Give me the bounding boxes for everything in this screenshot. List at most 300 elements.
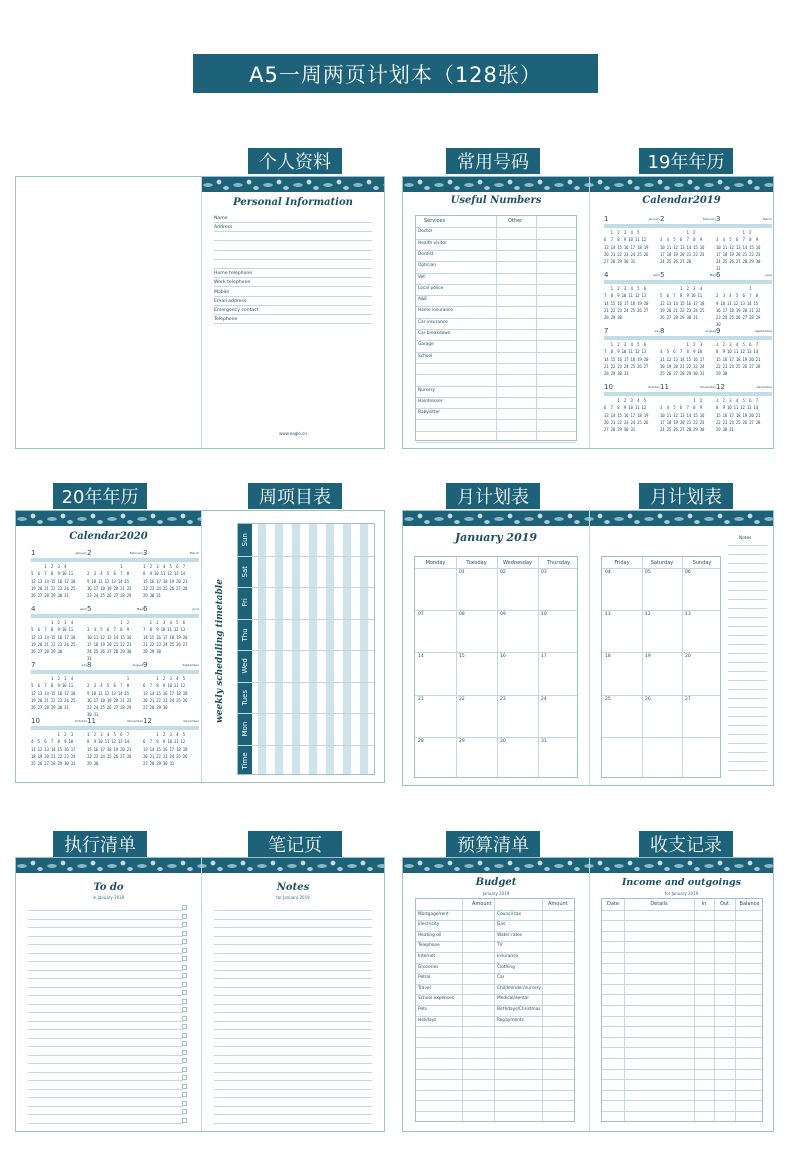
number-row-label: A&E — [418, 297, 428, 303]
budget-rule — [416, 1100, 574, 1101]
week-day-label: Sat — [241, 565, 249, 577]
number-row-label: Vet — [418, 274, 425, 280]
month-left-page — [403, 511, 589, 785]
month-col-rule — [682, 557, 683, 777]
number-row-label: Car breakdown — [418, 331, 451, 336]
notes-rule — [728, 554, 767, 555]
week-day-label: Sun — [241, 533, 249, 547]
todo-rule — [28, 1072, 183, 1073]
budget-item: Council tax — [497, 911, 522, 917]
notes-sub: for January 2019 — [276, 895, 310, 900]
month-number: 5 — [87, 605, 92, 613]
notes-rule — [214, 970, 372, 971]
month-days: 1 2 3 4 5 6 7 8 9 10 11 12 13 14 15 16 17 18 19 20 21 22 23 24 25 26 27 28 29 30 31 — [143, 564, 188, 599]
todo-rule — [28, 1038, 183, 1039]
month-name: May — [709, 273, 716, 277]
numbers-page — [403, 177, 589, 448]
budget-rule — [416, 952, 574, 953]
month-days: 1 2 3 4 5 6 7 8 9 10 11 12 13 14 15 16 17 18 19 20 21 22 23 24 25 26 27 28 29 30 31 — [660, 342, 705, 377]
number-row-label: Doctor — [418, 229, 433, 235]
weekday-header: Wednesday — [503, 560, 532, 566]
day-number: 21 — [418, 696, 424, 702]
month-name: January — [75, 551, 87, 555]
notes-rule — [728, 770, 767, 771]
budget-item: Travel — [418, 985, 431, 991]
income-rule — [602, 973, 762, 974]
todo-checkbox — [182, 905, 187, 910]
budget-item: Gas — [497, 922, 506, 928]
income-col-rule — [714, 899, 715, 1121]
day-number: 13 — [685, 612, 691, 618]
month-name: November — [127, 719, 143, 723]
week-stripe — [275, 524, 283, 774]
month-row-rule — [602, 737, 720, 738]
todo-checkbox — [182, 914, 187, 919]
income-col-header: In — [701, 901, 707, 907]
day-number: 17 — [541, 654, 547, 660]
notes-rule — [214, 953, 372, 954]
day-number: 29 — [459, 738, 465, 744]
day-number: 16 — [500, 654, 506, 660]
week-heading: weekly scheduling timetable — [215, 579, 225, 723]
budget-rule — [416, 1037, 574, 1038]
budget-rule — [416, 1005, 574, 1006]
week-rule — [238, 587, 374, 588]
month-name: December — [183, 719, 199, 723]
todo-rule — [28, 1106, 183, 1107]
week-stripe — [258, 524, 266, 774]
month-days: 1 2 3 4 5 6 7 8 9 10 11 12 13 14 15 16 17 18 19 20 21 22 23 24 25 26 27 28 29 30 31 — [604, 398, 649, 433]
table-col-rule — [496, 216, 497, 440]
todo-rule — [28, 1012, 183, 1013]
month-row-rule — [415, 610, 577, 611]
month-number: 4 — [604, 271, 609, 279]
notes-rule — [728, 545, 767, 546]
budget-item: Insurance — [497, 954, 519, 959]
month-name: August — [705, 329, 716, 333]
month-block — [143, 661, 199, 717]
month-days: 1 2 3 4 5 6 7 8 9 10 11 12 13 14 15 16 17 18 19 20 21 22 23 24 25 26 27 28 29 30 31 — [87, 676, 132, 718]
month-number: 7 — [31, 661, 36, 669]
budget-rule — [416, 910, 574, 911]
budget-col-rule — [494, 899, 495, 1121]
notes-rule — [728, 707, 767, 708]
personal-page — [202, 177, 384, 448]
personal-field: Emergency contact — [214, 306, 372, 315]
month-days: 1 2 3 4 5 6 7 8 9 10 11 12 13 14 15 16 17 18 19 20 21 22 23 24 25 26 27 28 29 30 31 — [31, 732, 76, 767]
todo-checkbox — [182, 990, 187, 995]
todo-checkbox — [182, 1050, 187, 1055]
day-number: 04 — [605, 570, 611, 575]
todo-checkbox — [182, 1109, 187, 1114]
notes-rule — [214, 1038, 372, 1039]
income-rule — [602, 1026, 762, 1027]
todo-rule — [28, 953, 183, 954]
budget-col-rule — [462, 899, 463, 1121]
income-rule — [602, 1016, 762, 1017]
notes-rule — [214, 1055, 372, 1056]
income-table — [601, 898, 763, 1122]
income-rule — [602, 1037, 762, 1038]
todo-checkbox — [182, 1016, 187, 1021]
month-days: 1 2 3 4 5 6 7 8 9 10 11 12 13 14 15 16 17 18 19 20 21 22 23 24 25 26 27 28 29 30 — [143, 620, 188, 655]
income-col-header: Details — [650, 901, 668, 907]
todo-rule — [28, 1114, 183, 1115]
spread-personal — [15, 176, 385, 449]
personal-field — [214, 251, 372, 260]
income-rule — [602, 1047, 762, 1048]
number-row-label: Local police — [418, 285, 444, 291]
budget-item: Holidays — [418, 1017, 437, 1023]
month-days: 1 2 3 4 5 6 7 8 9 10 11 12 13 14 15 16 17 18 19 20 21 22 23 24 25 26 27 28 29 30 31 — [716, 398, 761, 433]
month-block — [716, 215, 772, 271]
cal2019-heading: Calendar2019 — [642, 195, 721, 206]
cal2019-page — [590, 177, 773, 448]
month-name: June — [192, 607, 199, 611]
month-name: September — [182, 663, 199, 667]
income-col-rule — [735, 899, 736, 1121]
budget-rule — [416, 1058, 574, 1059]
month-right-page — [590, 511, 773, 785]
personal-field: Telephone — [214, 315, 372, 324]
day-number: 28 — [418, 738, 424, 744]
week-stripe — [343, 524, 351, 774]
day-number: 24 — [541, 696, 547, 702]
month-header-rule — [415, 568, 577, 569]
month-name: October — [647, 385, 660, 389]
month-days: 1 2 3 4 5 6 7 8 9 10 11 12 13 14 15 16 17 18 19 20 21 22 23 24 25 26 27 28 29 30 31 — [716, 230, 761, 272]
notes-rule — [214, 1089, 372, 1090]
month-days: 1 2 3 4 5 6 7 8 9 10 11 12 13 14 15 16 17 18 19 20 21 22 23 24 25 26 27 28 29 30 — [716, 342, 761, 377]
weekday-strip — [604, 392, 660, 396]
number-row-label: Optician — [418, 263, 436, 269]
notes-rule — [214, 936, 372, 937]
todo-checkbox — [182, 931, 187, 936]
week-day-label: Mon — [241, 721, 249, 737]
todo-checkbox — [182, 1092, 187, 1097]
weekday-header: Tuesday — [466, 560, 487, 566]
number-row-label: Babysitter — [418, 410, 441, 416]
month-block — [716, 271, 772, 327]
budget-item: Telephone — [418, 943, 440, 949]
month-number: 1 — [604, 215, 609, 223]
todo-checkbox — [182, 1075, 187, 1080]
weekday-strip — [604, 224, 660, 228]
budget-table — [415, 898, 575, 1122]
month-name: December — [756, 385, 772, 389]
budget-item: Pets — [418, 1007, 428, 1012]
number-row-label: Health visitor — [418, 240, 447, 246]
blank-page — [16, 177, 201, 448]
day-number: 25 — [605, 696, 611, 702]
leaf-banner — [202, 177, 384, 192]
todo-checkbox — [182, 973, 187, 978]
todo-rule — [28, 1029, 183, 1030]
cal2020-heading: Calendar2020 — [69, 531, 148, 542]
month-block — [660, 271, 716, 327]
spread-numbers — [402, 176, 774, 449]
budget-rule — [416, 973, 574, 974]
income-heading: Income and outgoings — [621, 877, 741, 888]
weekday-strip — [87, 726, 143, 730]
month-block — [87, 549, 143, 605]
month-block — [143, 605, 199, 661]
personal-field — [214, 242, 372, 251]
month-block — [31, 549, 87, 605]
income-rule — [602, 910, 762, 911]
income-rule — [602, 1100, 762, 1101]
notes-rule — [214, 1080, 372, 1081]
notes-rule — [728, 581, 767, 582]
month-days: 1 2 3 4 5 6 7 8 9 10 11 12 13 14 15 16 17 18 19 20 21 22 23 24 25 26 27 28 29 30 31 — [143, 732, 188, 767]
income-sub: for January 2019 — [664, 891, 699, 896]
todo-rule — [28, 995, 183, 996]
income-col-rule — [694, 899, 695, 1121]
notes-rule — [728, 671, 767, 672]
day-number: 15 — [459, 654, 465, 660]
month-name: July — [81, 663, 87, 667]
budget-item: Electricity — [418, 922, 440, 928]
todo-checkbox — [182, 1067, 187, 1072]
budget-item: Petrol — [418, 975, 431, 981]
weekday-strip — [716, 280, 772, 284]
month-number: 9 — [143, 661, 148, 669]
weekday-header: Thursday — [546, 560, 571, 566]
week-day-label: Wed — [241, 658, 249, 674]
month-name: July — [654, 329, 660, 333]
label-cal2020: 20年年历 — [53, 483, 147, 509]
budget-amount1: Amount — [472, 901, 492, 907]
income-rule — [602, 1058, 762, 1059]
weekday-header: Saturday — [650, 560, 674, 566]
week-day-label: Fri — [241, 598, 249, 607]
month-block — [31, 717, 87, 773]
month-days: 1 2 3 4 5 6 7 8 9 10 11 12 13 14 15 16 17 18 19 20 21 22 23 24 25 26 27 28 29 30 31 — [31, 676, 76, 711]
notes-rule — [214, 1063, 372, 1064]
month-days: 1 2 3 4 5 6 7 8 9 10 11 12 13 14 15 16 17 18 19 20 21 22 23 24 25 26 27 28 29 30 — [143, 676, 188, 711]
todo-rule — [28, 1089, 183, 1090]
month-col-rule — [538, 557, 539, 777]
notes-rule — [728, 698, 767, 699]
week-day-label: Thu — [241, 627, 249, 641]
budget-rule — [416, 1069, 574, 1070]
table-rule — [416, 442, 576, 443]
notes-rule — [728, 563, 767, 564]
income-rule — [602, 1005, 762, 1006]
weekday-strip — [660, 392, 716, 396]
month-name: February — [129, 551, 143, 555]
month-number: 2 — [660, 215, 665, 223]
numbers-heading: Useful Numbers — [450, 195, 542, 206]
weekday-strip — [143, 670, 199, 674]
spread-cal2020 — [15, 510, 385, 783]
todo-checkbox — [182, 999, 187, 1004]
todo-rule — [28, 1004, 183, 1005]
notes-rule — [214, 1046, 372, 1047]
personal-field: Work telephone — [214, 278, 372, 287]
number-row-label: Nursery — [418, 387, 435, 393]
footer-url: www.eagle.cn — [279, 431, 307, 436]
month-name: May — [136, 607, 143, 611]
month-number: 8 — [660, 327, 665, 335]
month-number: 4 — [31, 605, 36, 613]
notes-rule — [214, 1123, 372, 1124]
todo-checkbox — [182, 1084, 187, 1089]
todo-rule — [28, 1063, 183, 1064]
todo-checkbox — [182, 982, 187, 987]
month-number: 9 — [716, 327, 721, 335]
day-number: 10 — [541, 612, 547, 618]
todo-rule — [28, 1046, 183, 1047]
weekday-strip — [87, 614, 143, 618]
numbers-table — [415, 215, 577, 441]
notes-rule — [728, 734, 767, 735]
weekday-strip — [716, 392, 772, 396]
day-number: 07 — [418, 612, 424, 618]
notes-rule — [214, 995, 372, 996]
month-block — [31, 661, 87, 717]
income-rule — [602, 984, 762, 985]
weekday-strip — [143, 558, 199, 562]
month-number: 12 — [716, 383, 725, 391]
budget-item: School expenses — [418, 996, 454, 1002]
month-number: 1 — [31, 549, 36, 557]
personal-field — [214, 232, 372, 241]
todo-checkbox — [182, 948, 187, 953]
budget-item: Water rates — [497, 932, 523, 938]
todo-checkbox — [182, 1101, 187, 1106]
month-number: 11 — [660, 383, 669, 391]
notes-rule — [214, 1012, 372, 1013]
day-number: 22 — [459, 696, 465, 702]
month-block — [604, 271, 660, 327]
todo-checkbox — [182, 1118, 187, 1123]
todo-page — [16, 858, 201, 1131]
month-block — [87, 661, 143, 717]
budget-rule — [416, 1047, 574, 1048]
notes-rule — [214, 919, 372, 920]
month-name: February — [702, 217, 716, 221]
col-services: Services — [424, 218, 446, 224]
notes-rule — [214, 927, 372, 928]
day-number: 20 — [685, 654, 691, 660]
todo-checkbox — [182, 1007, 187, 1012]
month-number: 6 — [143, 605, 148, 613]
page-title: A5一周两页计划本（128张） — [193, 54, 598, 93]
income-col-rule — [624, 899, 625, 1121]
notes-rule — [214, 961, 372, 962]
weekday-header: Friday — [614, 560, 630, 566]
month-block — [31, 605, 87, 661]
income-rule — [602, 963, 762, 964]
notes-rule — [728, 716, 767, 717]
notes-rule — [214, 1106, 372, 1107]
spread-month — [402, 510, 774, 786]
todo-rule — [28, 1021, 183, 1022]
personal-field — [214, 260, 372, 269]
week-rule — [238, 745, 374, 746]
month-block — [87, 717, 143, 773]
notes-page — [202, 858, 384, 1131]
notes-rule — [728, 680, 767, 681]
month-row-rule — [602, 695, 720, 696]
personal-heading: Personal Information — [233, 197, 353, 208]
income-rule — [602, 931, 762, 932]
notes-rule — [728, 608, 767, 609]
notes-heading: Notes — [276, 882, 310, 893]
weekday-strip — [143, 726, 199, 730]
budget-amount2: Amount — [548, 901, 568, 907]
notes-rule — [728, 689, 767, 690]
month-number: 12 — [143, 717, 152, 725]
week-rule — [238, 619, 374, 620]
todo-checkbox — [182, 965, 187, 970]
weekday-strip — [31, 670, 87, 674]
notes-rule — [728, 662, 767, 663]
number-row-label: Dentist — [418, 251, 434, 257]
month-name: October — [74, 719, 87, 723]
personal-field: Home telephone — [214, 269, 372, 278]
notes-rule — [728, 572, 767, 573]
budget-item: Repayments — [497, 1017, 524, 1023]
weekday-strip — [716, 336, 772, 340]
cal2020-page — [16, 511, 201, 782]
month-col-rule — [456, 557, 457, 777]
todo-rule — [28, 910, 183, 911]
budget-rule — [416, 931, 574, 932]
todo-checkbox — [182, 922, 187, 927]
month-number: 2 — [87, 549, 92, 557]
notes-rule — [728, 653, 767, 654]
month-days: 1 2 3 4 5 6 7 8 9 10 11 12 13 14 15 16 17 18 19 20 21 22 23 24 25 26 27 28 29 30 31 — [604, 342, 649, 377]
col-other: Other — [508, 218, 523, 224]
budget-item: Heating oil — [418, 932, 442, 938]
notes-rule — [728, 626, 767, 627]
notes-rule — [214, 910, 372, 911]
month-block — [604, 383, 660, 439]
week-rule — [238, 650, 374, 651]
notes-rule — [728, 752, 767, 753]
notes-rule — [214, 1004, 372, 1005]
label-week: 周项目表 — [248, 483, 342, 509]
month-name: September — [755, 329, 772, 333]
income-rule — [602, 1090, 762, 1091]
month-block — [143, 549, 199, 605]
week-stripe — [292, 524, 300, 774]
notes-rule — [728, 743, 767, 744]
day-number: 02 — [500, 570, 506, 575]
week-grid — [237, 523, 375, 775]
notes-rule — [214, 1072, 372, 1073]
month-days: 1 2 3 4 5 6 7 8 9 10 11 12 13 14 15 16 17 18 19 20 21 22 23 24 25 26 27 28 29 30 31 — [660, 286, 705, 321]
month-right-grid — [601, 556, 721, 778]
todo-rule — [28, 927, 183, 928]
month-days: 1 2 3 4 5 6 7 8 9 10 11 12 13 14 15 16 17 18 19 20 21 22 23 24 25 26 27 28 29 30 31 — [31, 564, 76, 599]
income-rule — [602, 1069, 762, 1070]
budget-rule — [416, 1111, 574, 1112]
month-name: March — [189, 551, 199, 555]
day-number: 06 — [685, 570, 691, 575]
month-name: June — [765, 273, 772, 277]
budget-item: Mortgage/rent — [418, 911, 449, 917]
month-notes — [725, 531, 770, 779]
todo-checkbox — [182, 956, 187, 961]
label-budget: 预算清单 — [446, 831, 540, 857]
todo-rule — [28, 919, 183, 920]
month-days: 1 2 3 4 5 6 7 8 9 10 11 12 13 14 15 16 17 18 19 20 21 22 23 24 25 26 27 28 29 30 — [31, 620, 76, 655]
day-number: 23 — [500, 696, 506, 702]
number-row-label: Hairdresser — [418, 398, 443, 404]
